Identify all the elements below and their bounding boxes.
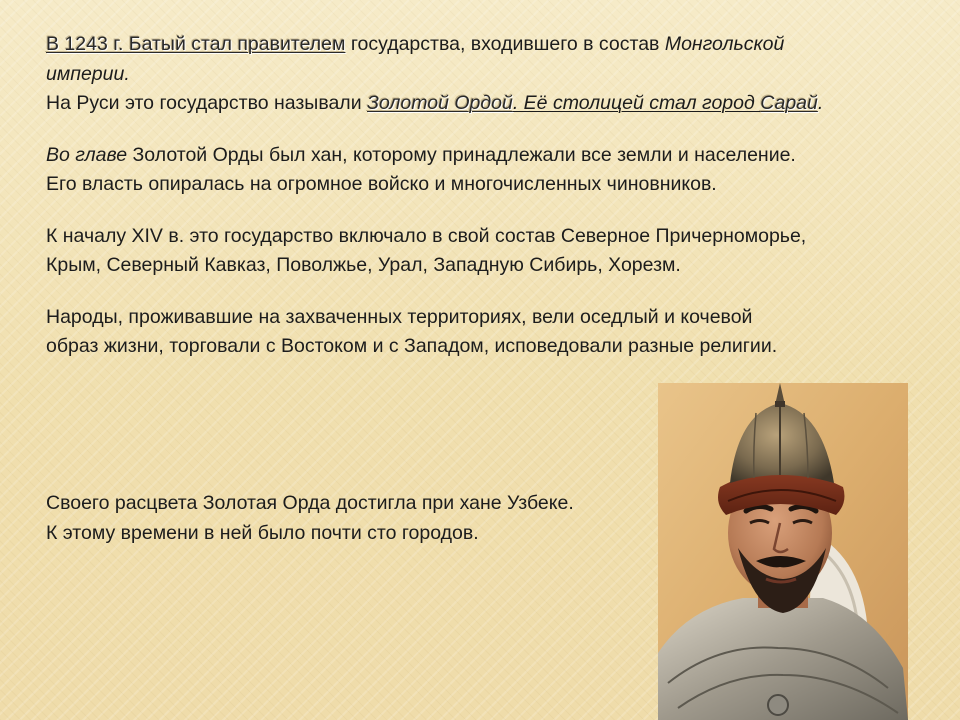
paragraph-batu-ruler	[46, 30, 926, 119]
sarai-emphasis: Сарай	[760, 92, 818, 114]
paragraph3-line1: К началу XIV в. это государство включало в свой состав Северное Причерноморье,	[46, 224, 807, 247]
khan-portrait-image	[658, 383, 908, 720]
paragraph2-line2: Его власть опиралась на огромное войско и многочисленных чиновников.	[46, 173, 717, 195]
rus-called-text: На Руси это государство называли	[46, 92, 367, 114]
khan-text: Золотой Орды был хан, которому принадлежали все земли и население.	[127, 143, 796, 166]
paragraph-territory	[46, 222, 926, 281]
paragraph2-line1	[46, 141, 926, 171]
paragraph1-line3	[46, 89, 926, 119]
paragraph1-line2: империи.	[46, 62, 130, 85]
golden-horde-emphasis: Золотой Ордой	[367, 92, 513, 114]
batu-ruler-emphasis: В 1243 г. Батый стал правителем	[46, 33, 346, 55]
paragraph-uzbek-khan	[46, 489, 666, 548]
state-text: государства, входившего в состав	[345, 33, 665, 55]
slide-body	[46, 30, 926, 384]
paragraph-peoples	[46, 303, 926, 362]
capital-text: . Её столицей стал город	[512, 92, 761, 114]
mongol-empire-italic: Монгольской	[664, 33, 785, 55]
paragraph5-line2: К этому времени в ней было почти сто городов.	[46, 521, 479, 544]
paragraph1-line1	[46, 30, 926, 60]
paragraph5-line1: Своего расцвета Золотая Орда достигла при хане Узбеке.	[46, 492, 574, 514]
line-end-period: .	[817, 92, 824, 114]
paragraph3-line2: Крым, Северный Кавказ, Поволжье, Урал, Западную Сибирь, Хорезм.	[46, 254, 681, 276]
paragraph-khan-power	[46, 141, 926, 200]
paragraph4-line1: Народы, проживавшие на захваченных территориях, вели оседлый и кочевой	[46, 305, 753, 328]
head-italic: Во главе	[46, 143, 128, 166]
paragraph4-line2: образ жизни, торговали с Востоком и с Западом, исповедовали разные религии.	[46, 335, 778, 357]
